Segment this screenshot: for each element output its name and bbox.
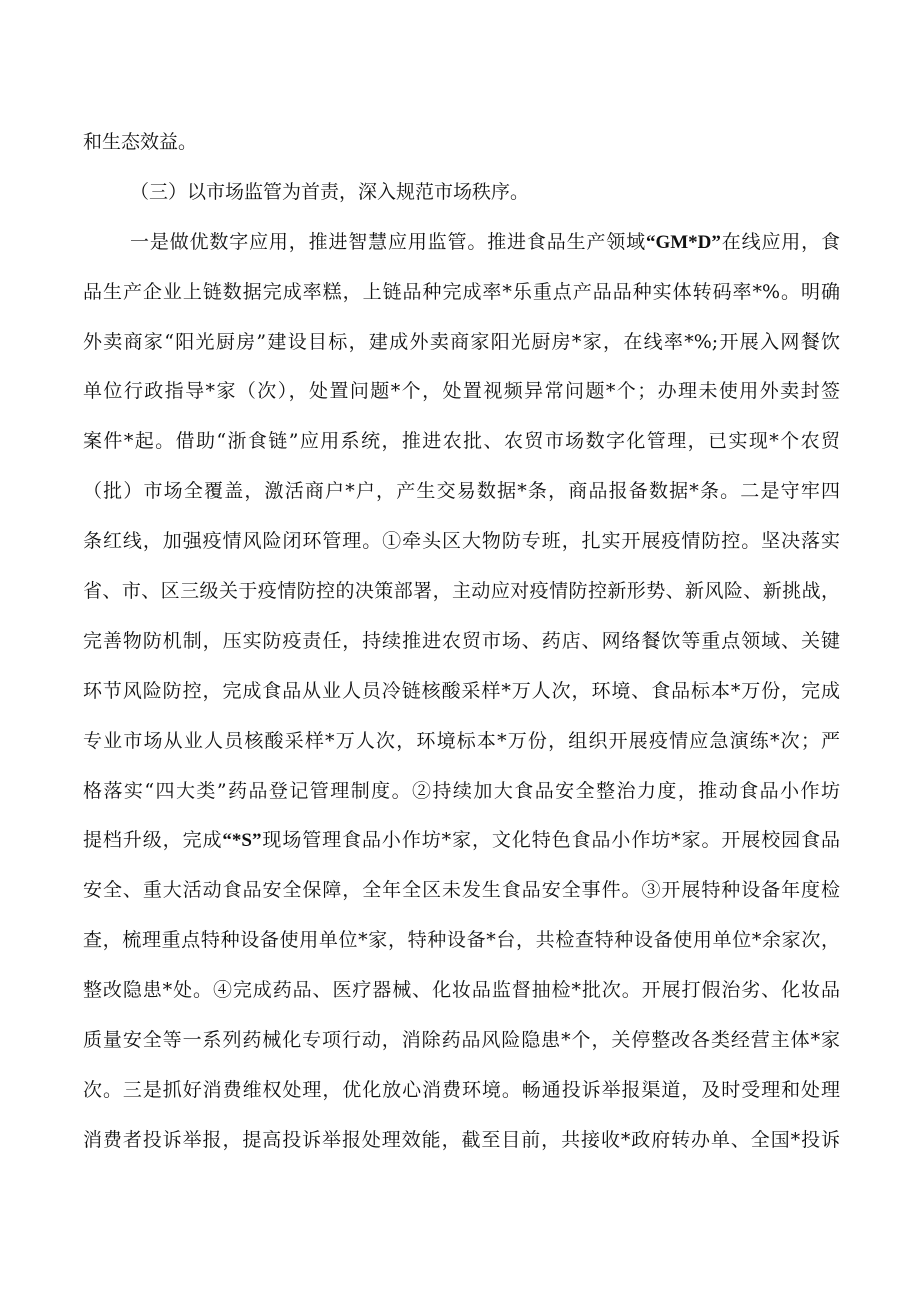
- text-line: [83, 1116, 840, 1166]
- text-segment: （三）以市场监管为首责，深入规范市场秩序。: [130, 180, 530, 203]
- bold-text-segment: “GM*D”: [645, 231, 721, 253]
- section-heading: [83, 168, 840, 218]
- text-segment: 消费者投诉举报，提高投诉举报处理效能，截至目前，共接收*政府转办单、全国*投诉: [83, 1128, 840, 1151]
- text-segment: 和生态效益。: [83, 131, 198, 153]
- text-line: [83, 567, 840, 617]
- text-line: [83, 717, 840, 767]
- text-segment: 提档升级，完成: [83, 829, 223, 852]
- text-line: [83, 866, 840, 916]
- text-segment: 安全、重大活动食品安全保障，全年全区未发生食品安全事件。③开展特种设备年度检: [83, 879, 840, 902]
- text-line: [83, 318, 840, 368]
- text-line: [83, 367, 840, 417]
- text-line: [83, 517, 840, 567]
- text-segment: 次。三是抓好消费维权处理，优化放心消费环境。畅通投诉举报渠道，及时受理和处理: [83, 1078, 840, 1101]
- text-line: [83, 1016, 840, 1066]
- text-segment: 一是做优数字应用，推进智慧应用监管。推进食品生产领域: [130, 230, 646, 253]
- text-segment: 质量安全等一系列药械化专项行动，消除药品风险隐患*个，关停整改各类经营主体*家: [83, 1029, 840, 1052]
- text-segment: 环节风险防控，完成食品从业人员冷链核酸采样*万人次，环境、食品标本*万份，完成: [83, 679, 840, 702]
- text-segment: 格落实“四大类”药品登记管理制度。②持续加大食品安全整治力度，推动食品小作坊: [83, 779, 840, 802]
- text-segment: 省、市、区三级关于疫情防控的决策部署，主动应对疫情防控新形势、新风险、新挑战，: [83, 580, 840, 603]
- text-line: [83, 816, 840, 866]
- text-segment: 专业市场从业人员核酸采样*万人次，环境标本*万份，组织开展疫情应急演练*次；严: [83, 729, 840, 752]
- text-line: [83, 417, 840, 467]
- text-segment: 整改隐患*处。④完成药品、医疗器械、化妆品监督抽检*批次。开展打假治劣、化妆品: [83, 979, 840, 1002]
- text-segment: 查，梳理重点特种设备使用单位*家，特种设备*台，共检查特种设备使用单位*余家次，: [83, 929, 840, 952]
- text-segment: 在线应用，食: [720, 230, 840, 253]
- text-line: [83, 1066, 840, 1116]
- text-line: [83, 467, 840, 517]
- text-line: [83, 916, 840, 966]
- text-segment: 品生产企业上链数据完成率糕，上链品种完成率*乐重点产品品种实体转码率*%。明确: [83, 280, 840, 303]
- text-line: [83, 268, 840, 318]
- bold-text-segment: “*S”: [222, 830, 262, 852]
- text-segment: 完善物防机制，压实防疫责任，持续推进农贸市场、药店、网络餐饮等重点领域、关键: [83, 629, 840, 652]
- text-segment: 单位行政指导*家（次），处置问题*个，处置视频异常问题*个；办理未使用外卖封签: [83, 380, 840, 403]
- text-segment: （批）市场全覆盖，激活商户*户，产生交易数据*条，商品报备数据*条。二是守牢四: [83, 480, 840, 503]
- paragraph-tail-line: [83, 118, 840, 168]
- text-segment: 现场管理食品小作坊*家，文化特色食品小作坊*家。开展校园食品: [261, 829, 840, 852]
- text-line: [83, 767, 840, 817]
- text-line: [83, 218, 840, 268]
- text-segment: 条红线，加强疫情风险闭环管理。①牵头区大物防专班，扎实开展疫情防控。坚决落实: [83, 530, 840, 553]
- text-line: [83, 966, 840, 1016]
- text-segment: 外卖商家“阳光厨房”建设目标，建成外卖商家阳光厨房*家，在线率*%;开展入网餐饮: [83, 330, 840, 353]
- text-line: [83, 667, 840, 717]
- text-line: [83, 617, 840, 667]
- text-segment: 案件*起。借助“浙食链”应用系统，推进农批、农贸市场数字化管理，已实现*个农贸: [83, 430, 840, 453]
